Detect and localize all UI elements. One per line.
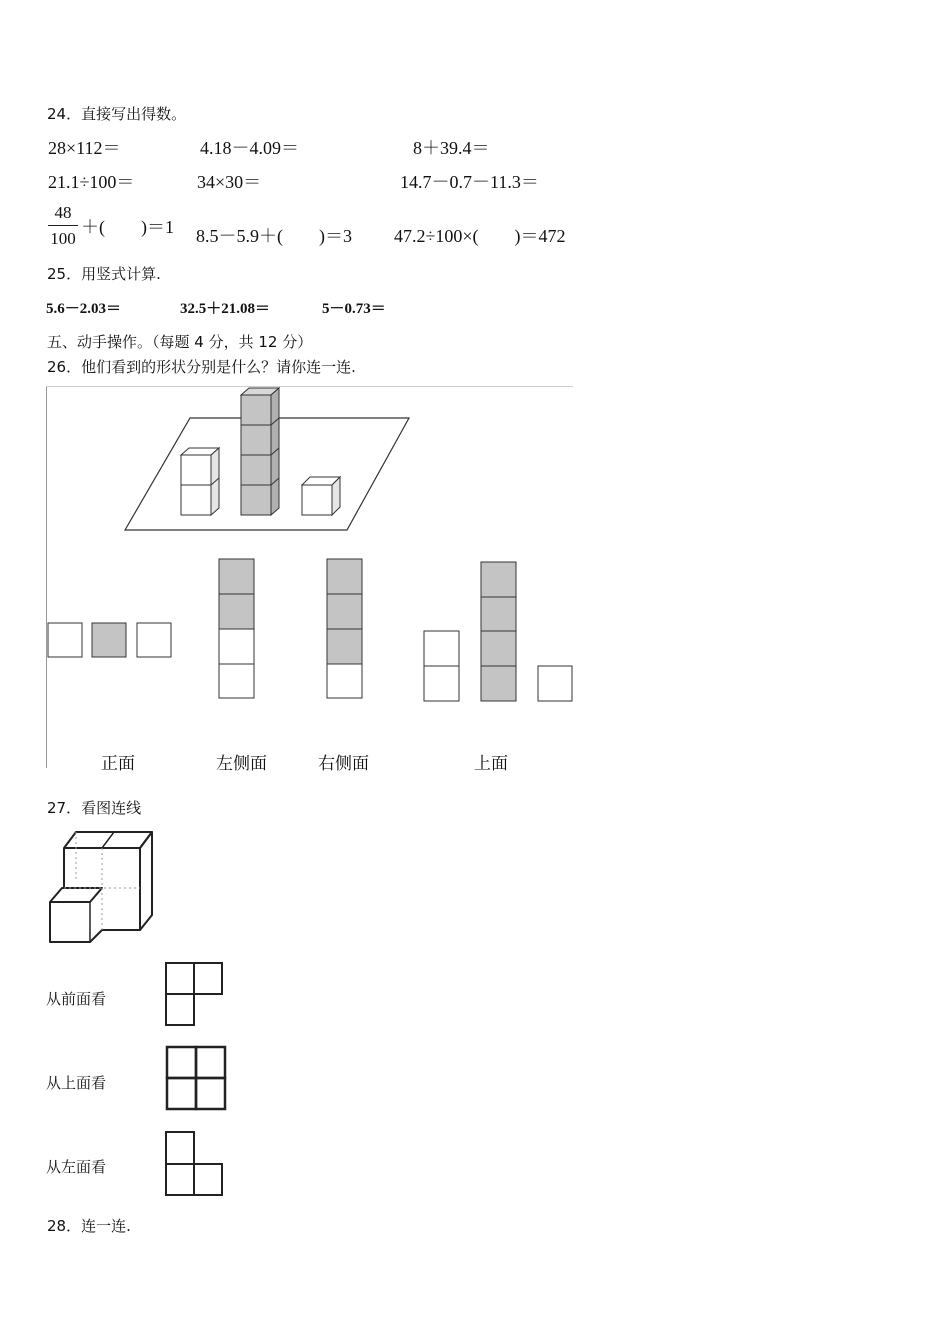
q24-r1-item1: 28×112＝: [48, 138, 121, 158]
q28-title: 28．连一连.: [47, 1217, 131, 1235]
q25-item2: 32.5＋21.08＝: [180, 301, 271, 317]
label-left-side: 左侧面: [216, 754, 267, 774]
q24-r2-item3: 14.7－0.7－11.3＝: [400, 172, 539, 192]
view-label-left: 从左面看: [46, 1158, 107, 1176]
view-label-front: 从前面看: [46, 990, 107, 1008]
block-3d-figure: [50, 832, 152, 942]
q24-r2-item2: 34×30＝: [197, 172, 262, 192]
q25-title: 25．用竖式计算.: [47, 265, 161, 283]
q24-r3-item2: 8.5－5.9＋( )＝3: [196, 226, 352, 246]
right-single-cube: [302, 477, 340, 515]
view-top-shape: [167, 1047, 225, 1109]
q24-r1-item3: 8＋39.4＝: [413, 138, 490, 158]
q25-item1: 5.6－2.03＝: [46, 301, 122, 317]
option-left-side-view: [219, 559, 254, 698]
label-right-side: 右侧面: [318, 754, 369, 774]
q24-title: 24．直接写出得数。: [47, 105, 187, 123]
view-left-shape: [166, 1132, 222, 1195]
option-front-view: [48, 623, 171, 657]
fraction-denominator: 100: [50, 229, 76, 248]
section5-title: 五、动手操作。（每题 4 分，共 12 分）: [47, 333, 313, 351]
label-front: 正面: [101, 754, 135, 774]
view-front-shape: [166, 963, 222, 1025]
q24-r3-item3: 47.2÷100×( )＝472: [394, 226, 566, 246]
view-label-top: 从上面看: [46, 1074, 107, 1092]
q24-r2-item1: 21.1÷100＝: [48, 172, 135, 192]
q24-r3-item1-tail: ＋( )＝1: [81, 217, 174, 237]
middle-stack-cubes: [241, 388, 279, 515]
q27-title: 27．看图连线: [47, 799, 142, 817]
option-right-side-view: [327, 559, 362, 698]
left-stack-cubes: [181, 448, 219, 515]
fraction-numerator: 48: [54, 203, 72, 222]
q25-item3: 5－0.73＝: [322, 301, 386, 317]
label-top: 上面: [474, 754, 508, 774]
q26-title: 26．他们看到的形状分别是什么？请你连一连.: [47, 358, 356, 376]
q24-r1-item2: 4.18－4.09＝: [200, 138, 299, 158]
option-top-view: [424, 562, 572, 701]
block-3d-hidden-edges: [64, 832, 140, 930]
q27-figures: [0, 820, 300, 1200]
